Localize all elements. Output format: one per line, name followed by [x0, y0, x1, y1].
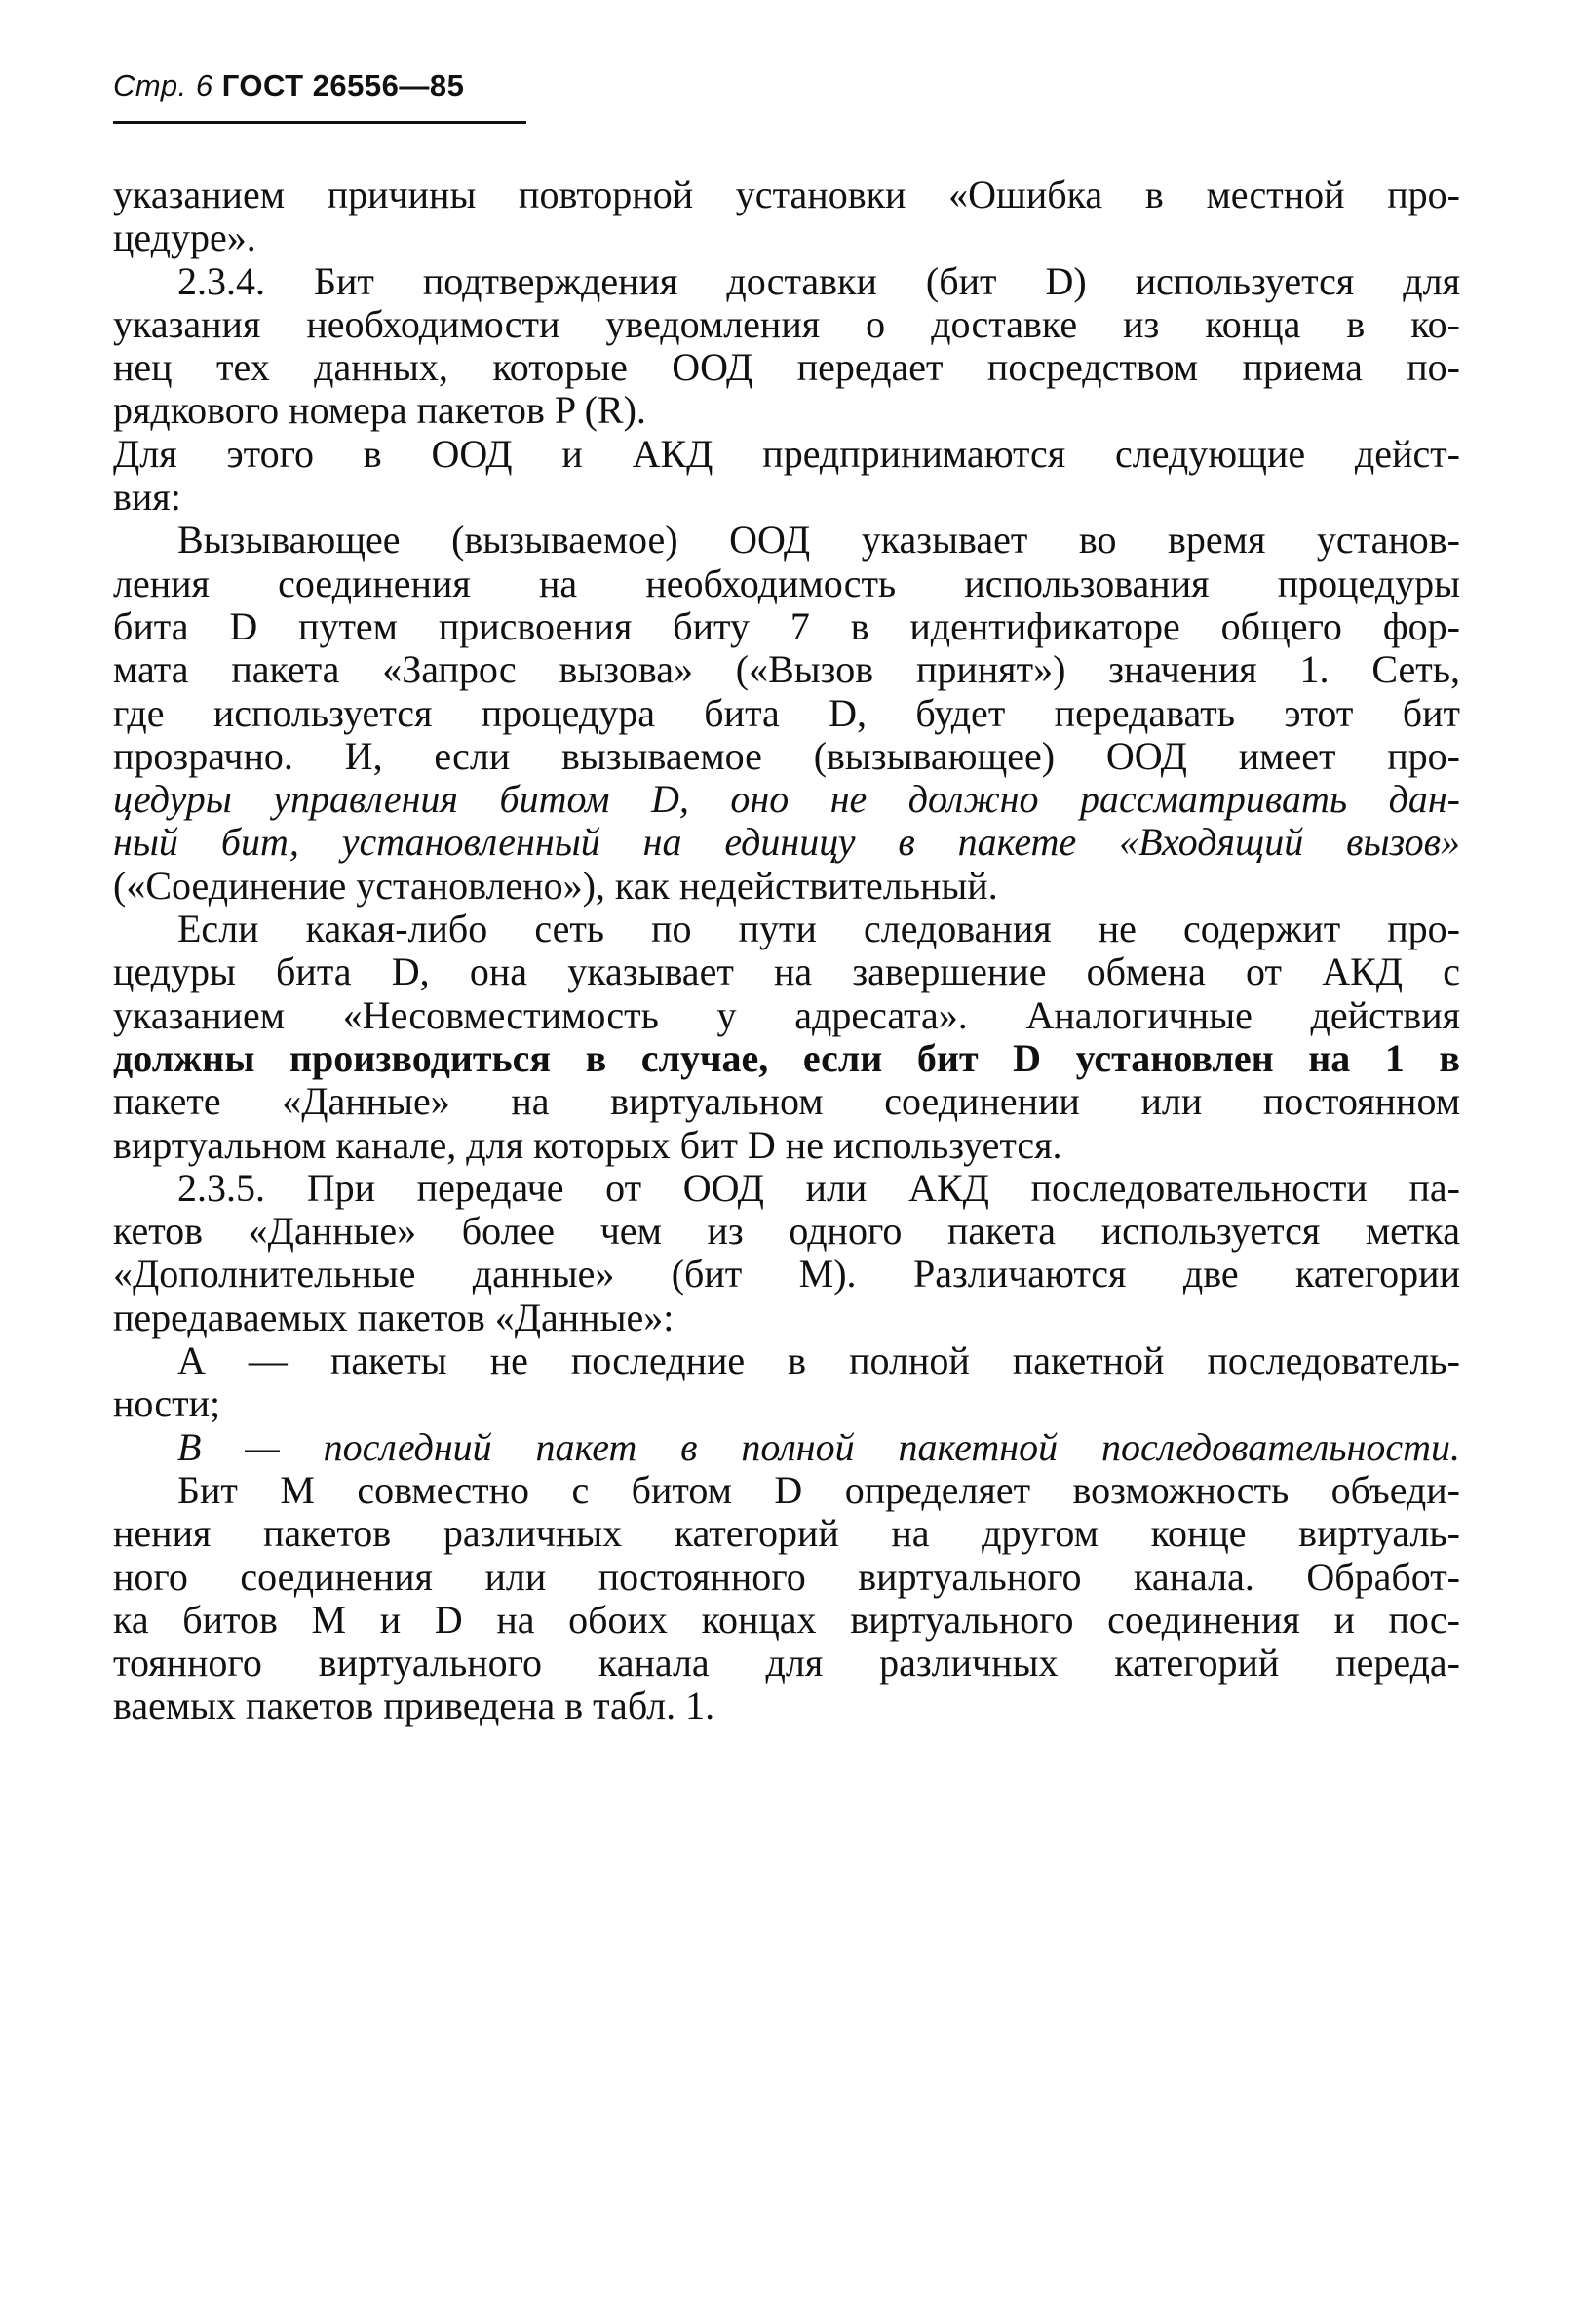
paragraph-actions-intro: [113, 433, 1460, 520]
text-line: Вызывающее (вызываемое) ООД указывает во время установ-: [177, 518, 1460, 562]
text-line: Если какая-либо сеть по пути следования не содержит про-: [177, 907, 1460, 951]
body-text: [113, 174, 1460, 1728]
text-line: указания необходимости уведомления о доставке из конца в ко-: [113, 301, 1460, 346]
text-line: ности;: [113, 1381, 221, 1426]
text-line: цедуры управления битом D, оно не должно рассматривать дан-: [113, 777, 1460, 822]
text-line: «Дополнительные данные» (бит М). Различаются две категории: [113, 1252, 1460, 1297]
text-line: ный бит, установленный на единицу в пакете «Входящий вызов»: [113, 820, 1460, 865]
category-b: [113, 1426, 1460, 1469]
category-a: [113, 1339, 1460, 1426]
text-line: передаваемых пакетов «Данные»:: [113, 1295, 675, 1339]
paragraph-calling-dte: [113, 519, 1460, 908]
paragraph-2-3-4: [113, 260, 1460, 433]
text-line: должны производиться в случае, если бит D установлен на 1 в: [113, 1035, 1460, 1080]
text-line: где используется процедура бита D, будет передавать этот бит: [113, 690, 1460, 735]
text-line: тоянного виртуального канала для различных категорий переда-: [113, 1641, 1460, 1685]
paragraph-continuation: [113, 174, 1460, 260]
text-line: ка битов М и D на обоих концах виртуального соединения и пос-: [113, 1597, 1460, 1642]
standard-designation: ГОСТ 26556—85: [221, 68, 465, 102]
text-line: А — пакеты не последние в полной пакетной последователь-: [177, 1338, 1460, 1383]
text-line: 2.3.4. Бит подтверждения доставки (бит D) используется для: [177, 258, 1460, 303]
text-line: ваемых пакетов приведена в табл. 1.: [113, 1684, 715, 1728]
header-rule: [113, 121, 526, 124]
text-line: бита D путем присвоения биту 7 в идентификаторе общего фор-: [113, 603, 1460, 648]
paragraph-bit-m: [113, 1469, 1460, 1728]
text-line: кетов «Данные» более чем из одного пакета используется метка: [113, 1209, 1460, 1254]
text-line: вия:: [113, 475, 181, 520]
text-line: Бит М совместно с битом D определяет возможность объеди-: [177, 1467, 1460, 1512]
paragraph-2-3-5: [113, 1167, 1460, 1339]
text-line: В — последний пакет в полной пакетной последовательности.: [177, 1424, 1460, 1469]
text-line: указанием «Несовместимость у адресата». Аналогичные действия: [113, 992, 1460, 1037]
text-line: нец тех данных, которые ООД передает посредством приема по-: [113, 345, 1460, 390]
text-line: мата пакета «Запрос вызова» («Вызов принят») значения 1. Сеть,: [113, 647, 1460, 692]
text-line: виртуальном канале, для которых бит D не используется.: [113, 1122, 1062, 1167]
text-line: ного соединения или постоянного виртуального канала. Обработ-: [113, 1554, 1460, 1599]
page-header: [113, 68, 464, 103]
text-line: ления соединения на необходимость использования процедуры: [113, 561, 1460, 605]
text-line: пакете «Данные» на виртуальном соединении или постоянном: [113, 1079, 1460, 1124]
text-line: рядкового номера пакетов P (R).: [113, 388, 646, 433]
paragraph-network-bit-d: [113, 908, 1460, 1167]
text-line: 2.3.5. При передаче от ООД или АКД последовательности па-: [177, 1165, 1460, 1210]
text-line: Для этого в ООД и АКД предпринимаются следующие дейст-: [113, 431, 1460, 476]
text-line: прозрачно. И, если вызываемое (вызывающее) ООД имеет про-: [113, 733, 1460, 778]
text-line: цедуры бита D, она указывает на завершение обмена от АКД с: [113, 949, 1460, 994]
text-line: нения пакетов различных категорий на другом конце виртуаль-: [113, 1511, 1460, 1556]
text-line: цедуре».: [113, 215, 256, 260]
text-line: указанием причины повторной установки «Ошибка в местной про-: [113, 173, 1460, 216]
page-number: Стр. 6: [113, 68, 213, 102]
text-line: («Соединение установлено»), как недействительный.: [113, 863, 998, 908]
